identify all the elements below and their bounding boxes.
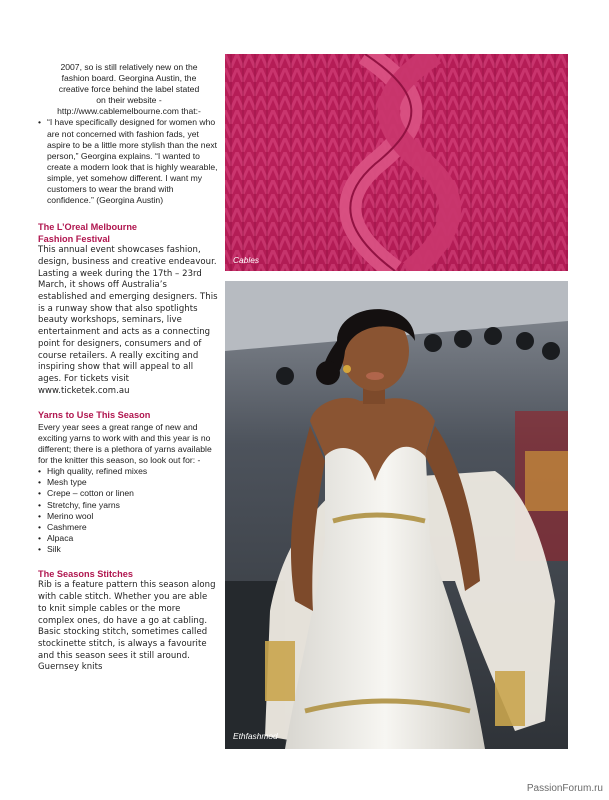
intro-paragraph [38, 62, 218, 206]
intro-line: fashion board. Georgina Austin, the [61, 73, 197, 84]
yarns-body: Every year sees a great range of new and exciting yarns to work with and this year is no different; there is a plethora of yarns available for the knitter this season, so look out for: - [38, 421, 212, 466]
list-item: • Alpaca [38, 533, 218, 544]
designer-quote: • “I have specifically designed for women who are not concerned with fashion fads, yet aspire to be a little more stylish than the next person,” Georgina explains. “I wanted to create a modern look that is highly wearable, simple, yet somehow different. I want my customers to wear the brand with confidence.” (Georgina Austin) [38, 117, 218, 206]
ethfashmod-caption: Ethfashmod [233, 731, 278, 741]
stitches-section [38, 569, 218, 674]
yarns-section [38, 410, 218, 555]
cables-caption: Cables [233, 255, 260, 265]
intro-line: creative force behind the label stated [58, 84, 200, 95]
quote-list [38, 117, 218, 206]
text-column [38, 62, 218, 674]
cables-knit-photo [225, 54, 568, 271]
festival-heading-line1: The L’Oreal Melbourne [38, 222, 138, 233]
stitches-body: Rib is a feature pattern this season along with cable stitch. Whether you are able to knit simple cables or the more complex ones, do have a go at cabling. Basic stocking stitch, sometimes called stockinette stitch, is always a favourite and this season sees it still around. Guernsey knits [38, 580, 216, 673]
yarns-heading: Yarns to Use This Season [38, 410, 151, 421]
list-item: • Stretchy, fine yarns [38, 500, 218, 511]
list-item: • Cashmere [38, 522, 218, 533]
list-item: • Merino wool [38, 511, 218, 522]
list-item: • Crepe – cotton or linen [38, 488, 218, 499]
intro-line: http://www.cablemelbourne.com that:- [57, 106, 201, 117]
festival-heading [38, 222, 218, 245]
list-item: • Silk [38, 544, 218, 555]
runway-model-photo [225, 281, 568, 749]
festival-heading-line2: Fashion Festival [38, 233, 110, 244]
knit-texture-illustration [225, 54, 568, 271]
site-watermark: PassionForum.ru [526, 783, 603, 794]
list-item: • High quality, refined mixes [38, 466, 218, 477]
list-item: • Mesh type [38, 477, 218, 488]
model-illustration [225, 281, 568, 749]
intro-line: 2007, so is still relatively new on the [60, 62, 198, 72]
yarns-list [38, 466, 218, 555]
intro-line: on their website - [96, 95, 162, 106]
festival-body: This annual event showcases fashion, design, business and creative endeavour. Lasting a week during the 17th – 23rd March, it shows off Australia’s established and emerging designers. This is a runway show that also spotlights beauty workshops, seminars, live entertainment and acts as a connecting point for designers, consumers and of course retailers. A really exciting and inspiring show that will appeal to all ages. For tickets visit www.ticketek.com.au [38, 245, 218, 396]
stitches-heading: The Seasons Stitches [38, 568, 133, 579]
festival-section [38, 222, 218, 397]
